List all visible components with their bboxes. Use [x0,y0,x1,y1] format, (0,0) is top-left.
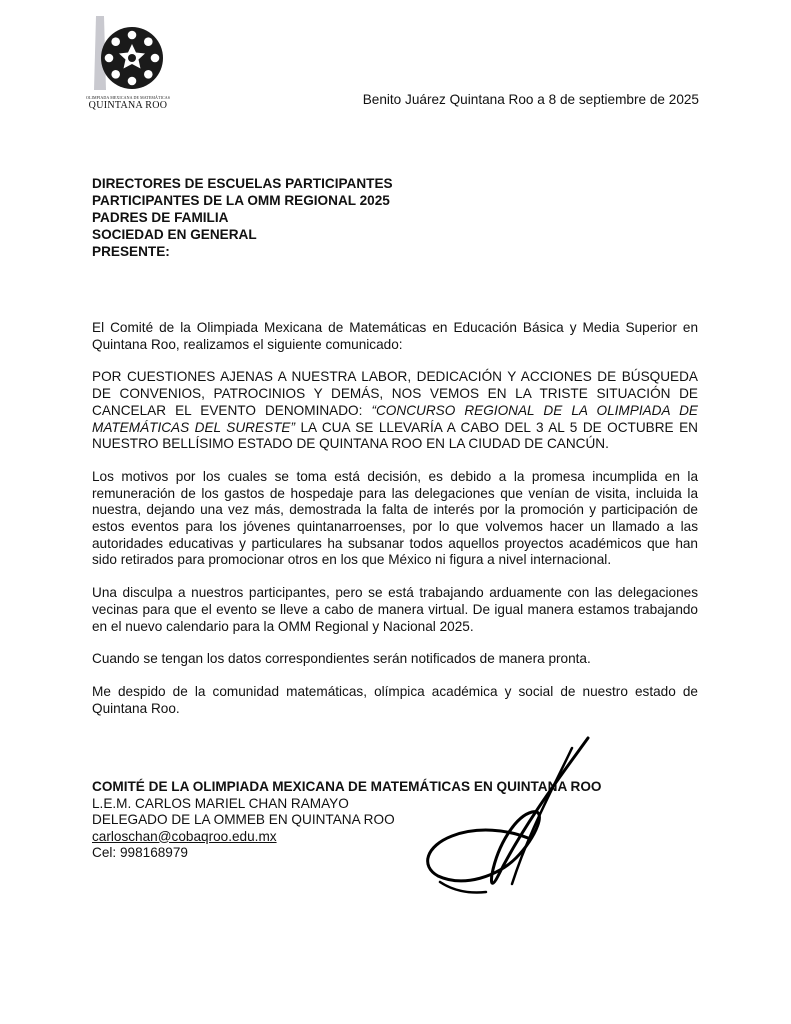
letter-body [92,320,698,733]
recipient-line: PARTICIPANTES DE LA OMM REGIONAL 2025 [92,193,390,208]
logo-subtitle: OLIMPIADA MEXICANA DE MATEMÁTICAS [86,95,171,100]
handwritten-signature [412,734,612,904]
recipients-block [92,175,393,260]
recipient-line: PRESENTE: [92,244,170,259]
notice-paragraph: Cuando se tengan los datos correspondientes serán notificados de manera pronta. [92,651,591,667]
logo-title: QUINTANA ROO [88,100,168,111]
phone-number: Cel: 998168979 [92,845,188,860]
event-name: “CONCURSO REGIONAL DE LA OLIMPIADA DE MATEMÁTICAS DEL SURESTE” [92,402,698,435]
email-link[interactable]: carloschan@cobaqroo.edu.mx [92,828,277,844]
announcement-details: LA CUA SE LLEVARÍA A CABO DEL 3 AL 5 DE OCTUBRE EN NUESTRO BELLÍSIMO ESTADO DE QUINTANA ROO EN LA CIUDAD DE CANCÚN. [92,419,698,452]
committee-name: COMITÉ DE LA OLIMPIADA MEXICANA DE MATEMÁTICAS EN QUINTANA ROO [92,779,602,794]
apology-paragraph: Una disculpa a nuestros participantes, pero se está trabajando arduamente con las delegaciones vecinas para que el evento se lleve a cabo de manera virtual. De igual manera estamos trabajando en el nuevo calendario para la OMM Regional y Nacional 2025. [92,585,698,634]
recipient-line: PADRES DE FAMILIA [92,210,229,225]
intro-paragraph: El Comité de la Olimpiada Mexicana de Matemáticas en Educación Básica y Media Superior en Quintana Roo, realizamos el siguiente comunicado: [92,320,698,352]
recipient-line: SOCIEDAD EN GENERAL [92,227,257,242]
letter-date: Benito Juárez Quintana Roo a 8 de septiembre de 2025 [362,92,699,107]
omm-quintana-roo-logo [86,16,171,111]
announcement-paragraph [92,369,698,453]
star-emblem-icon [92,16,164,94]
announcement-text: POR CUESTIONES AJENAS A NUESTRA LABOR, DEDICACIÓN Y ACCIONES DE BÚSQUEDA DE CONVENIOS, PATROCINIOS Y DEMÁS, NOS VEMOS EN LA TRISTE SITUACIÓN DE CANCELAR EL EVENTO DENOMINADO: [92,369,698,418]
recipient-line: DIRECTORES DE ESCUELAS PARTICIPANTES [92,176,393,191]
signer-name: L.E.M. CARLOS MARIEL CHAN RAMAYO [92,795,349,811]
reasons-paragraph: Los motivos por los cuales se toma está decisión, es debido a la promesa incumplida en la remuneración de los gastos de hospedaje para las delegaciones que venían de visita, incluida la nuestra, dejando una vez más, demostrada la falta de interés por la promoción y participación de estos eventos para los jóvenes quintanarroenses, por lo que volvemos hacer un llamado a las autoridades educativas y particulares ha subsanar todos aquellos proyectos académicos que han sido retirados para promocionar otros en los que México ni figura a nivel internacional. [92,468,698,568]
farewell-paragraph: Me despido de la comunidad matemáticas, olímpica académica y social de nuestro estado de Quintana Roo. [92,683,698,716]
signer-position: DELEGADO DE LA OMMEB EN QUINTANA ROO [92,812,395,827]
